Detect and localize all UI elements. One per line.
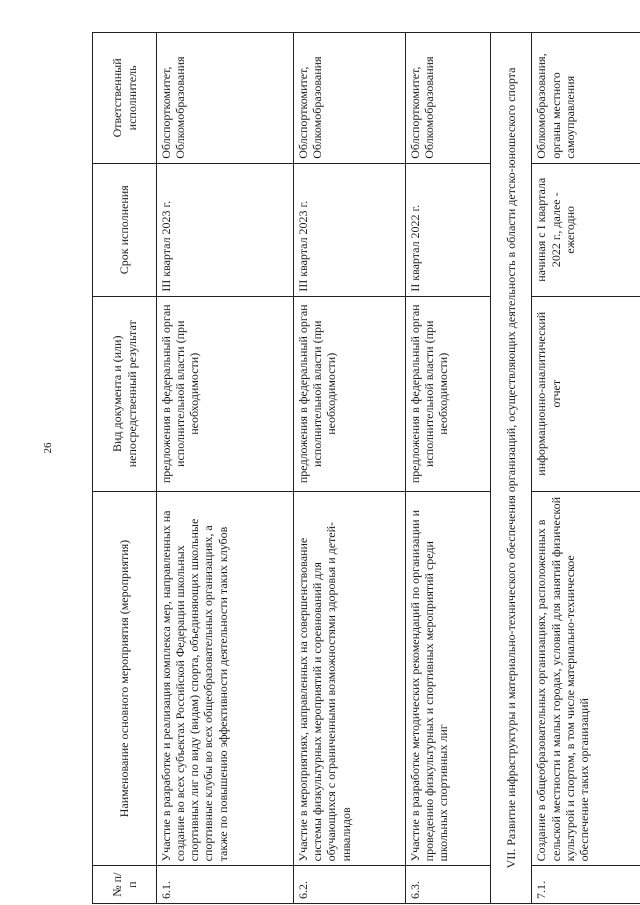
row-doc: информационно-аналитический отчет — [532, 296, 640, 491]
row-doc: предложения в федеральный орган исполнительной власти (при необходимости) — [405, 296, 491, 491]
row-num: 7.1. — [532, 866, 640, 904]
section-title: VII. Развитие инфраструктуры и материально-технического обеспечения организаций, осуществляющих деятельность в области детско-юношеского спорта — [491, 33, 532, 904]
row-num: 6.3. — [405, 866, 491, 904]
header-name: Наименование основного мероприятия (мероприятия) — [93, 491, 157, 866]
row-term: III квартал 2023 г. — [157, 163, 294, 296]
row-name: Участие в мероприятиях, направленных на совершенствование системы физкультурных мероприятий и соревнований для обучающихся с ограниченными возможностями здоровья и детей-инвалидов — [294, 491, 406, 866]
row-num: 6.2. — [294, 866, 406, 904]
measures-table — [92, 32, 640, 904]
header-doc: Вид документа и (или) непосредственный результат — [93, 296, 157, 491]
header-term: Срок исполнения — [93, 163, 157, 296]
row-name: Участие в разработке и реализация комплекса мер, направленных на создание во всех субъектах Российской Федерации школьных спортивных лиг по виду (видам) спорта, объединяющих школьные спортивные клубы во всех общеобразовательных организациях, а также по повышению эффективности деятельности таких клубов — [157, 491, 294, 866]
row-term: II квартал 2022 г. — [405, 163, 491, 296]
row-resp: Облспорткомитет, Облкомобразования — [294, 33, 406, 164]
page-number: 26 — [42, 442, 54, 454]
table-row — [405, 33, 491, 904]
table-row — [157, 33, 294, 904]
table-row — [294, 33, 406, 904]
header-num: № п/п — [93, 866, 157, 904]
row-num: 6.1. — [157, 866, 294, 904]
row-term: начиная с I квартала 2022 г., далее - ежегодно — [532, 163, 640, 296]
rotated-table-sheet — [92, 32, 640, 904]
row-resp: Облспорткомитет, Облкомобразования — [157, 33, 294, 164]
row-term: III квартал 2023 г. — [294, 163, 406, 296]
row-doc: предложения в федеральный орган исполнительной власти (при необходимости) — [294, 296, 406, 491]
header-resp: Ответственный исполнитель — [93, 33, 157, 164]
row-name: Создание в общеобразовательных организациях, расположенных в сельской местности и малых городах, условий для занятий физической культурой и спортом, в том числе материально-техническое обеспечение таких организаций — [532, 491, 640, 866]
table-row — [532, 33, 640, 904]
row-name: Участие в разработке методических рекомендаций по организации и проведению физкультурных и спортивных мероприятий среди школьных спортивных лиг — [405, 491, 491, 866]
row-resp: Облспорткомитет, Облкомобразования — [405, 33, 491, 164]
table-header-row — [93, 33, 157, 904]
row-doc: предложения в федеральный орган исполнительной власти (при необходимости) — [157, 296, 294, 491]
section-row — [491, 33, 532, 904]
row-resp: Облкомобразования, органы местного самоуправления — [532, 33, 640, 164]
